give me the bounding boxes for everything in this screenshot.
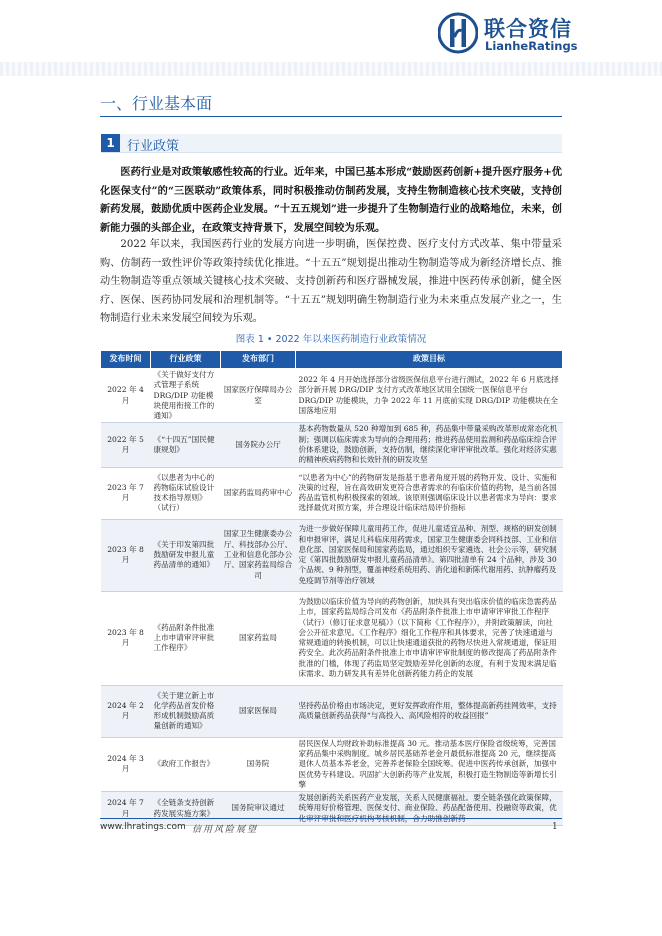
summary-paragraph: 医药行业是对政策敏感性较高的行业。近年来，中国已基本形成“鼓励医药创新+提升医疗服务+优化医保支付”的“三医联动”政策体系，同时积极推动仿制药发展，支持生物制造核心技术突破，支持创新药发展，鼓励优质中医药企业发展。“十五五规划”进一步提升了生物制造行业的战略地位，未来，创新能力强的头部企业，在政策支持背景下，发展空间较为乐观。 [100,166,562,234]
cell-policy: 《以患者为中心的药物临床试验设计技术指导原则》（试行） [151,467,221,519]
cell-date: 2024 年 3 月 [101,737,151,791]
cell-dept: 国务院办公厅 [221,423,296,467]
cell-goal: 为进一步做好保障儿童用药工作，促进儿童适宜品种、剂型、规格的研发创制和申报审评，满足儿科临床用药需求，国家卫生健康委会同科技部、工业和信息化部、国家医保局和国家药监局，通过组织专家遴选、社会公示等，研究制定《第四批鼓励研发申报儿童药品清单》。第四批清单有 24 个品种，涉及 30 个品规、9 种剂型，覆盖神经系统用药、消化道和新陈代谢用药、抗肿瘤药及免疫调节剂等治疗领域 [296,519,563,591]
cell-date: 2023 年 8 月 [101,591,151,685]
cell-date: 2023 年 8 月 [101,519,151,591]
header-goal: 政策目标 [296,351,563,369]
table-row [101,591,563,685]
table-row [101,423,563,467]
table-row [101,685,563,737]
cell-goal: 发展创新药关系医药产业发展，关系人民健康福祉。要全链条强化政策保障，统筹用好价格管理、医保支付、商业保险、药品配备使用、投融资等政策，优 [296,792,563,826]
table-row [101,467,563,519]
header-dept: 发布部门 [221,351,296,369]
cell-policy: 《关于印发第四批鼓励研发申报儿童药品清单的通知》 [151,519,221,591]
policy-table [100,350,563,826]
cell-policy: 《关于建立新上市化学药品首发价格形成机制鼓励高质量创新的通知》 [151,685,221,737]
cell-goal: “以患者为中心”的药物研发是指基于患者角度开展的药物开发、设计、实施和决策的过程，旨在高效研发更符合患者需求的有临床价值的药物，是当前各国药品监管机构积极探索的领域。该原则强调临床设计以患者需求为导向：要求选择最优对照方案，并合理设计临床结局评价指标 [296,467,563,519]
footer-website-link[interactable]: www.lhratings.com [100,822,186,832]
cell-goal: 为鼓励以临床价值为导向的药物创新，加快具有突出临床价值的临床急需药品上市，国家药监局综合司发布《药品附条件批准上市申请审评审批工作程序（试行）（修订征求意见稿）》（以下简称《工作程序》），并附政策解读，向社会公开征求意见。《工作程序》细化工作程序和具体要求，完善了快速通道与常规通道的转换机制，可以让快速通道获批的药物尽快进入常规通道，保证用药安全。此次药品附条件批准上市申请审评审批制度的修改提高了药品附条件批准的门槛，体现了药监局坚定鼓励差异化创新的态度，有利于发现未满足临床需求、助力研发具有差异化创新药能力药企的发展 [296,591,563,685]
cell-goal: 坚持药品价格由市场决定，更好发挥政府作用，整体提高新药挂网效率，支持高质量创新药品获得“与高投入、高风险相符的收益回报” [296,685,563,737]
cell-dept: 国家卫生健康委办公厅、科技部办公厅、工业和信息化部办公厅、国家药监局综合司 [221,519,296,591]
cell-policy: 《政府工作报告》 [151,737,221,791]
cell-goal: 居民医保人均财政补助标准提高 30 元。推动基本医疗保险省级统筹，完善国家药品集中采购制度。城乡居民基础养老金月最低标准提高 20 元，继续提高退休人员基本养老金，完善养老保险全国统筹。促进中医药传承创新，加强中医优势专科建设。巩固扩大创新药等产业发展，积极打造生物制造等新增长引擎 [296,737,563,791]
subsection-number: 1 [101,134,120,152]
cell-goal: 基本药物数量从 520 种增加到 685 种，药品集中带量采购改革形成常态化机制；强调以临床需求为导向的合理用药；推进药品使用监测和药品临床综合评价体系建设，鼓励创新，支持仿制，继续深化审评审批改革。强化对经济实惠的精神疾病药物和长效针剂的研发攻坚 [296,423,563,467]
cell-date: 2022 年 5 月 [101,423,151,467]
cell-dept: 国家药监局 [221,591,296,685]
table-caption: 图表 1 • 2022 年以来医药制造行业政策情况 [235,334,427,345]
section-divider [100,116,562,117]
cell-policy: 《全链条支持创新药发展实施方案》 [151,792,221,826]
cell-dept: 国务院审议通过 [221,792,296,826]
cell-dept: 国家药监局药审中心 [221,467,296,519]
table-row [101,519,563,591]
cell-policy: 《关于做好支付方式管理子系统 DRG/DIP 功能模块使用衔接工作的通知》 [151,369,221,423]
company-logo [438,11,648,57]
table-header-row [101,351,563,369]
table-row [101,369,563,423]
table-row [101,792,563,826]
table-row [101,737,563,791]
lianhe-logo-icon [438,11,478,55]
footer-divider [100,818,562,819]
logo-english-name: LianheRatings [485,39,578,53]
cell-dept: 国务院 [221,737,296,791]
header-stripe [0,62,662,76]
cell-policy: 《药品附条件批准上市申请审评审批工作程序》 [151,591,221,685]
cell-date: 2024 年 7 月 [101,792,151,826]
body-paragraph: 2022 年以来，我国医药行业的发展方向进一步明确，医保控费、医疗支付方式改革、集中带量采购、仿制药一致性评价等政策持续优化推进。“十五五”规划提出推动生物制造等成为新经济增长点、推动生物制造等重点领域关键核心技术突破、支持创新药和医疗器械发展，推进中医药传承创新，健全医疗、医保、医药协同发展和治理机制等。“十五五”规划明确生物制造行业为未来重点发展产业之一，生物制造行业未来发展空间较为乐观。 [100,239,562,325]
cell-dept: 国家医疗保障局办公室 [221,369,296,423]
logo-chinese-name: 联合资信 [484,17,572,41]
cell-date: 2023 年 7 月 [101,467,151,519]
cell-dept: 国家医保局 [221,685,296,737]
cell-goal: 2022 年 4 月开始选择部分省级医保信息平台进行测试，2022 年 6 月底选择部分新开展 DRG/DIP 支付方式改革地区试用全国统一医保信息平台 DRG/DIP 功能模块，力争 2022 年 11 月底前实现 DRG/DIP 功能模块在全国落地应用 [296,369,563,423]
footer-slogan: 信用风险展望 [192,825,259,835]
cell-date: 2022 年 4 月 [101,369,151,423]
cell-date: 2024 年 2 月 [101,685,151,737]
header-date: 发布时间 [101,351,151,369]
header-policy: 行业政策 [151,351,221,369]
section-title: 一、行业基本面 [100,94,213,113]
page-number: 1 [552,822,558,832]
subsection-title: 行业政策 [127,139,180,154]
cell-policy: 《“十四五”国民健康规划》 [151,423,221,467]
subsection-header [101,134,562,153]
